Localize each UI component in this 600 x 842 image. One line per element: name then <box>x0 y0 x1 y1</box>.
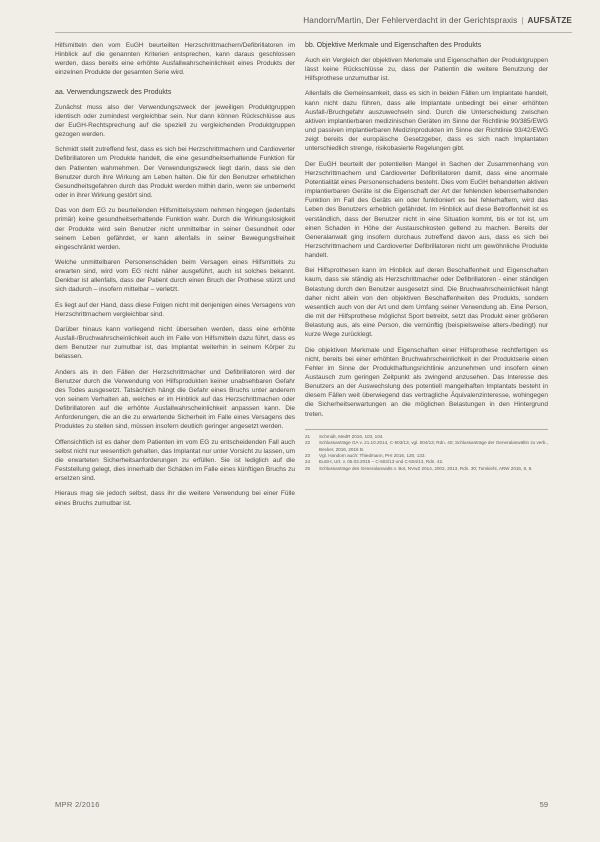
page-number: 59 <box>539 800 548 809</box>
footnote-number: 24 <box>305 459 311 465</box>
left-column <box>55 41 295 514</box>
paragraph: Das von dem EG zu beurteilenden Hilfsmittelsystem nehmen hingegen (jedenfalls primär) keine gesundheitserhaltende Funktion wahr. Durch die Wirkungslosigkeit der Produkte wird sein Benutzer nicht unmittelbar in seiner Gesundheit oder seinem Leben gefährdet, er kann allenfalls in seiner Bewegungsfreiheit eingeschränkt werden. <box>55 207 295 251</box>
paragraph: Offensichtlich ist es daher dem Patienten im vom EG zu entscheidenden Fall auch selbst nicht nur wesentlich gehalten, das Implantat nur unter Vorsicht zu lassen, um die erwarteten Sicherheitsanforderungen zu erfüllen. Sie ist lediglich auf die Feststellung gelegt, dies innerhalb der Schäden im Falle eines künftigen Bruchs zu ersetzen sind. <box>55 438 295 483</box>
running-header <box>303 16 572 25</box>
paragraph: Schmidt stellt zutreffend fest, dass es sich bei Herzschrittmachern und Cardioverter Defibrillatoren um Produkte handelt, die eine gesundheitserhaltende Funktion für den Patienten wahrnehmen. Der Verwendungszweck liegt darin, dass sie den Benutzer durch ihre Wirkung am Leben halten. Die für den Benutzer erheblichen Gesundheitsgefahren durch das Produkt werden mithin darin, wenn sie unbemerkt oder in ihrer Wirkung gestört sind. <box>55 146 295 200</box>
footnote-text: Vgl. Handorn auch: Thiedmann, PHi 2016, 130, 133. <box>319 453 426 458</box>
footnote-text: EuGH, Urt. v. 05.03.2015 – C-503/13 und C-504/13, Rdn. 42. <box>319 459 444 465</box>
footnote-number: 21 <box>305 433 311 439</box>
footnote-text: Schlussanträge des Generalanwalts v. Bot, NVwZ 2014, 2002, 2013, Rdn. 30; Tomkiehl, ARW 2016, 8, 8. <box>319 465 533 471</box>
paragraph: Der EuGH beurteilt der potentiellen Mangel in Sachen der Zusammenhang von Herzschrittmachern und Cardioverter Defibrillatoren damit, dass eine anormale Potentialität eines Personenschadens besteht. Dies vom EuGH behandelten aktiven implantierbaren Geräte ist die Eigenschaft der Art der fehlenden lebenserhaltenden Funktion im Fall des Geräts ein oder funktioniert es bei fehlerhaftem, wird das Leben des Benutzers erheblich gefährdet. Im Hinblick auf diese Betroffenheit ist es verständlich, dass der Benutzer nicht in eine Situation kommt, bis er tot ist, um einen Schaden in Höhe der Austauschkosten geltend zu machen. Bereits der Generalanwalt ging insofern durchaus zutreffend davon aus, dass es sich bei Herzschrittmachern und Cardioverter Defibrillatoren nicht um gewöhnliche Produkte handelt. <box>305 160 548 260</box>
paragraph: Zunächst muss also der Verwendungszweck der jeweiligen Produktgruppen identisch oder zumindest vergleichbar sein. Nur dann können Rückschlüsse aus der EuGH-Rechtsprechung auf die speziell zu vergleichenden Produktgruppen gezogen werden. <box>55 103 295 139</box>
paragraph: Welche unmittelbaren Personenschäden beim Versagen eines Hilfsmittels zu erwarten sind, wird vom EG nicht näher ausgeführt, auch ist solches bekannt. Denkbar ist allenfalls, dass der Patient durch einen Bruch der Prothese stürzt und sich dadurch – insofern mittelbar – verletzt. <box>55 258 295 294</box>
paragraph: Darüber hinaus kann vorliegend nicht übersehen werden, dass eine erhöhte Ausfall-/Bruchwahrscheinlichkeit auch im Falle von Hilfsmitteln dazu führt, dass es dem Benutzer nur zumutbar ist, das Implantat weiterhin in seinem Körper zu belassen. <box>55 325 295 361</box>
footnote-text: Schmidt, MedR 2016, 103, 104. <box>319 433 384 439</box>
header-rule <box>55 32 572 33</box>
right-column <box>305 41 548 472</box>
section-label: AUFSÄTZE <box>527 16 572 25</box>
footnote-text: Schlussanträge GA v. 21.10.2014, C-503/13, vgl. 504/13; Rdn. 40; Schlussanträge der Generalanwältin zu verb., Becker, 2016, 2016 B. <box>319 440 548 452</box>
paragraph: Anders als in den Fällen der Herzschrittmacher und Defibrillatoren wird der Benutzer durch die Verwendung von Hilfsprodukten keiner unabsehbaren Gefahr des Todes ausgesetzt. Tatsächlich hängt die Gefahr eines Bruchs unter anderem von seinem Verhalten ab, welches er im Hinblick auf das Herzschrittmachen oder Defibrillatoren auf die erhöhte Ausfallwahrscheinlichkeit anpassen kann. Die Anforderungen, die an die zu erwartende Sicherheit im Falle eines Versagens des Produktes zu stellen sind, müssen insofern deutlich geringer angesetzt werden. <box>55 368 295 431</box>
paragraph: Bei Hilfsprothesen kann im Hinblick auf deren Beschaffenheit und Eigenschaften kaum, dass sie ständig als Herzschrittmacher oder Defibrillatoren - einer ständigen Belastung durch den Benutzer ausgesetzt sind. Die Bruchwahrscheinlichkeit hängt daher nicht allein von den objektiven Beschaffenheiten des Produkts, sondern wesentlich auch von der Art und dem Umfang seiner Verwendung ab. Eine Person, die mit der Hilfsprothese möglichst Sport betreibt, setzt das Produkt einer größeren Belastung aus, als eine Person, die vernünftig (beispielsweise alters-/bedingt) nur kurze Wege zurücklegt. <box>305 267 548 339</box>
running-header-title: Handorn/Martin, Der Fehlerverdacht in der Gerichtspraxis <box>303 16 518 25</box>
paragraph: Auch ein Vergleich der objektiven Merkmale und Eigenschaften der Produktgruppen lässt keine Rückschlüsse zu, dass der Patientin die weitere Benutzung der Hilfsprothese unzumutbar ist. <box>305 57 548 83</box>
paragraph: Es liegt auf der Hand, dass diese Folgen nicht mit denjenigen eines Versagens von Herzschrittmachern vergleichbar sind. <box>55 301 295 318</box>
footnote-number: 23 <box>305 453 311 458</box>
paragraph: Die objektiven Merkmale und Eigenschaften einer Hilfsprothese rechtfertigen es nicht, bereits bei einer erhöhten Bruchwahrscheinlichkeit in der Produktserie einen Fehler im Sinne der Produkthaftungsrichtlinie anzunehmen und insofern einen Austausch zum geringen Zeitpunkt als zwingend anzusehen. Das Interesse des Benutzers an der Auswechslung des potentiell mangelhaften Implantats besteht in diesem Fällen weit überwiegend das vertragliche Äquivalenzinteresse, wohingegen die Sicherheitserwartungen an die möglichen Belastungen in den Hintergrund treten. <box>305 346 548 418</box>
journal-issue: MPR 2/2016 <box>55 800 100 809</box>
footnote-number: 25 <box>305 465 311 471</box>
paragraph: Allenfalls die Gemeinsamkeit, dass es sich in beiden Fällen um Implantate handelt, kann nicht dazu führen, dass alle Implantate unbedingt bei einer erhöhten Ausfall-/Bruchgefahr auszuwechseln sind. Durch die Unterscheidung zwischen aktiven implantierbaren medizinischen Geräten im Sinne der Richtlinie 90/385/EWG und passiven implantierbaren Medizinprodukten im Sinne der Richtlinie 93/42/EWG zeigt bereits der europäische Gesetzgeber, dass es sich nach Implantaten unterschiedlich strenge, risikobasierte Regelungen gibt. <box>305 90 548 153</box>
subheading-bb: bb. Objektive Merkmale und Eigenschaften des Produkts <box>305 42 482 49</box>
header-separator: | <box>521 16 524 25</box>
subheading-aa: aa. Verwendungszweck des Produkts <box>55 88 172 96</box>
footnote-number: 22 <box>305 440 311 446</box>
footnotes <box>305 429 548 472</box>
paragraph: Hilfsmitteln den vom EuGH beurteilten Herzschrittmachern/Defibrillatoren im Hinblick auf die genannten Kriterien entsprechen, kann daraus geschlossen werden, dass bereits eine erhöhte Ausfallwahrscheinlichkeit eines Produkts der einzelnen Produkte der gesamten Serie wird. <box>55 42 295 77</box>
footnote <box>305 466 548 472</box>
footnote <box>305 440 548 453</box>
paragraph: Hieraus mag sie jedoch selbst, dass ihr die weitere Verwendung bei einer Fülle eines Bruchs zumutbar ist. <box>55 490 295 507</box>
